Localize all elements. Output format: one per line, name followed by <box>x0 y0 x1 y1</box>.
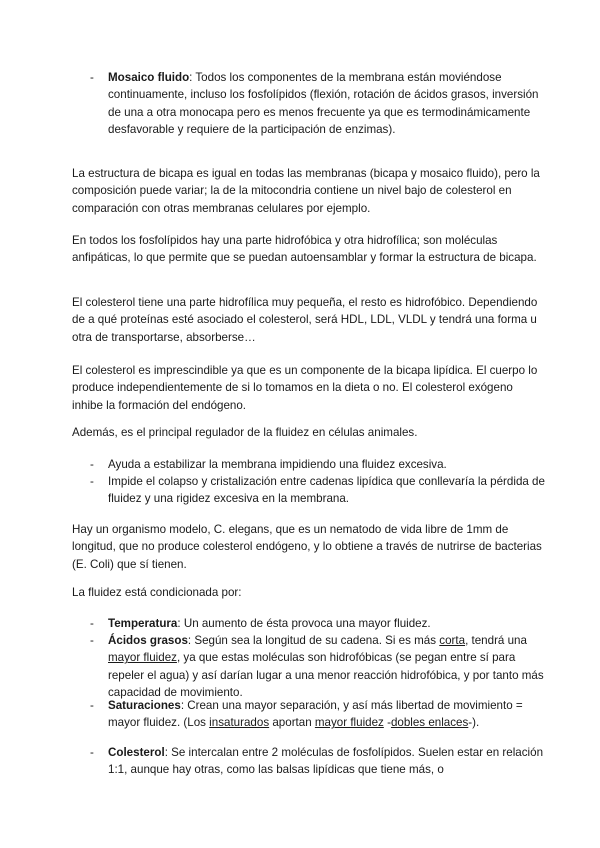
list-dash: - <box>90 699 94 712</box>
term-mosaico-fluido: Mosaico fluido <box>108 71 190 84</box>
text-segment: , tendrá una <box>465 634 527 647</box>
paragraph-fluidez-intro: La fluidez está condicionada por: <box>72 586 242 599</box>
paragraph-fosfolipidos: En todos los fosfolípidos hay una parte hidrofóbica y otra hidrofílica; son moléculas anfipáticas, lo que permite que se puedan autoensamblar y formar la estructura de bicapa. <box>72 234 537 265</box>
underlined-dobles-enlaces: dobles enlaces <box>390 716 469 730</box>
paragraph-bicapa: La estructura de bicapa es igual en todas las membranas (bicapa y mosaico fluido), pero la composición puede variar; la de la mitocondria contiene un nivel bajo de colesterol en comparación con otras membranas celulares por ejemplo. <box>72 167 540 215</box>
text-segment: , ya que estas moléculas son hidrofóbicas (se pegan entre sí para repeler el agua) y así darían lugar a una menor reacción hidrofóbica, y por tanto más capacidad de movimiento. <box>108 651 544 699</box>
definition-mosaico-fluido: : Todos los componentes de la membrana están moviéndose continuamente, incluso los fosfolípidos (flexión, rotación de ácidos grasos, inversión de una a otra monocapa pero es menos frecuente ya que es termodinámicamente desfavorable y requiere de la participación de enzimas). <box>108 71 539 136</box>
text-segment: -). <box>468 716 480 730</box>
term-temperatura: Temperatura <box>108 617 178 630</box>
paragraph-colesterol-imprescindible: El colesterol es imprescindible ya que es un componente de la bicapa lipídica. El cuerpo lo produce independientemente de si lo tomamos en la dieta o no. El colesterol exógeno inhibe la formación del endógeno. <box>72 364 538 412</box>
list-dash: - <box>90 634 94 647</box>
list-item-text <box>108 615 545 632</box>
definition-temperatura: : Un aumento de ésta provoca una mayor fluidez. <box>177 617 431 630</box>
text-segment: : Crean una mayor separación, y así más libertad de movimiento = mayor fluidez. (Los <box>108 699 523 730</box>
list-item-text: Impide el colapso y cristalización entre cadenas lipídica que conllevaría la pérdida de fluidez y una rigidez excesiva en la membrana. <box>108 475 545 506</box>
term-acidos-grasos: Ácidos grasos <box>108 634 188 647</box>
list-dash: - <box>90 746 94 759</box>
text-segment: - <box>383 716 391 730</box>
list-item-text: Ayuda a estabilizar la membrana impidiendo una fluidez excesiva. <box>108 458 447 471</box>
list-dash: - <box>90 475 94 488</box>
underlined-insaturados: insaturados <box>209 716 270 730</box>
text-segment: : Según sea la longitud de su cadena. Si es más <box>187 634 440 647</box>
term-saturaciones: Saturaciones <box>108 699 181 712</box>
paragraph-regulador: Además, es el principal regulador de la fluidez en células animales. <box>72 426 418 439</box>
list-item-text <box>108 69 545 138</box>
list-dash: - <box>90 617 94 630</box>
term-colesterol: Colesterol <box>108 746 165 759</box>
list-dash: - <box>90 458 94 471</box>
paragraph-c-elegans: Hay un organismo modelo, C. elegans, que es un nematodo de vida libre de 1mm de longitud, que no produce colesterol endógeno, y lo obtiene a través de nutrirse de bacterias (E. Coli) que sí tienen. <box>72 523 542 571</box>
underlined-mayor-fluidez: mayor fluidez <box>108 651 177 665</box>
list-item-text <box>108 632 545 701</box>
list-dash: - <box>90 71 94 84</box>
list-item-text <box>108 697 545 732</box>
definition-colesterol: : Se intercalan entre 2 moléculas de fosfolípidos. Suelen estar en relación 1:1, aunque hay otras, como las balsas lipídicas que tiene más, o <box>108 746 544 777</box>
text-segment: aportan <box>269 716 315 730</box>
underlined-corta: corta <box>439 634 466 647</box>
underlined-mayor-fluidez: mayor fluidez <box>314 716 384 730</box>
paragraph-colesterol-hdl: El colesterol tiene una parte hidrofílica muy pequeña, el resto es hidrofóbico. Dependiendo de a qué proteínas esté asociado el colesterol, será HDL, LDL, VLDL y tendrá una forma u otra de transportarse, absorberse… <box>72 296 538 344</box>
list-item-text <box>108 744 545 779</box>
